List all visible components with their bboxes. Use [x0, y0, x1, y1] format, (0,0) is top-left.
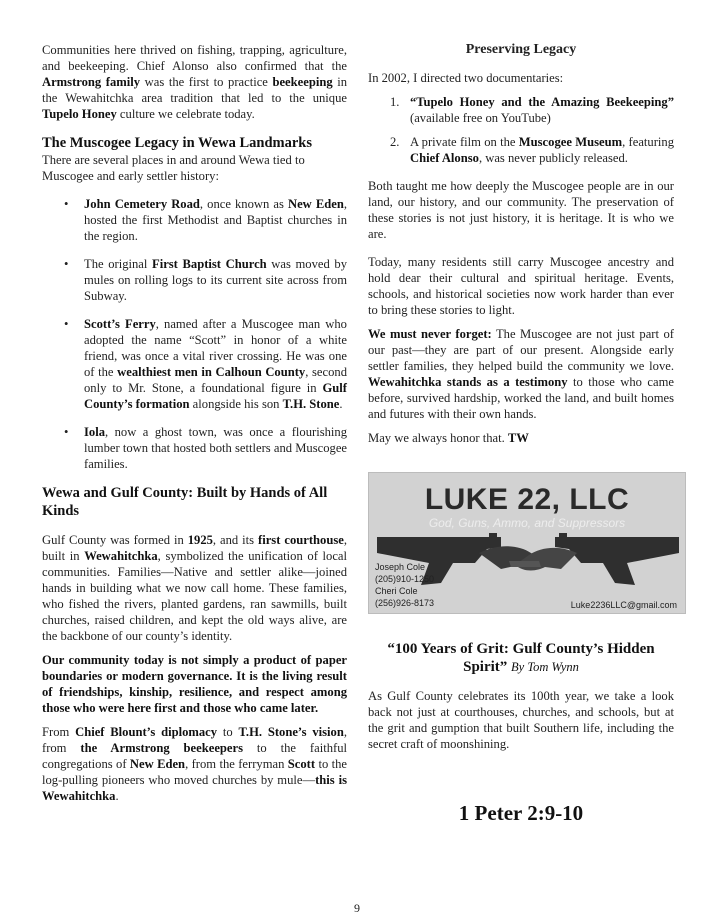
- list-item: [64, 316, 347, 412]
- bold-text: Scott: [287, 757, 316, 771]
- list-item: [390, 134, 674, 166]
- today-paragraph: Today, many residents still carry Muscogee ancestry and hold dear their cultural and spiritual heritage. Events, schools, and historical societies now work harder than ever to bring these stories to light.: [368, 255, 674, 317]
- list-number: 2.: [390, 135, 400, 149]
- bold-text: New Eden: [287, 197, 344, 211]
- bold-text: John Cemetery Road: [84, 197, 200, 211]
- contact-phone-2: (256)926-8173: [375, 598, 435, 608]
- landmarks-intro: There are several places in and around Wewa tied to Muscogee and early settler history:: [42, 153, 305, 183]
- contact-phone-1: (205)910-1250: [375, 574, 435, 584]
- legacy-heading: Preserving Legacy: [465, 42, 577, 57]
- bold-text: “Tupelo Honey and the Amazing Beekeeping”: [410, 95, 674, 109]
- bold-text: Iola: [84, 425, 105, 439]
- landmark-text: The original First Baptist Church was moved by mules on rolling logs to its current site across from Subway.: [84, 257, 347, 303]
- bullet: •: [64, 197, 69, 211]
- bold-text: Muscogee Museum: [518, 135, 623, 149]
- gulf-heading: Wewa and Gulf County: Built by Hands of All Kinds: [42, 485, 328, 519]
- documentary-text: “Tupelo Honey and the Amazing Beekeeping” (available free on YouTube): [410, 95, 674, 125]
- bold-text: the Armstrong beekeepers: [80, 741, 244, 755]
- ad-contact-block: [375, 561, 434, 609]
- contact-name-1: Joseph Cole: [375, 562, 426, 572]
- landmarks-heading: The Muscogee Legacy in Wewa Landmarks: [42, 135, 312, 151]
- ad-tagline: God, Guns, Ammo, and Suppressors: [428, 516, 626, 530]
- bold-text: We must never forget:: [368, 327, 492, 341]
- grit-byline: By Tom Wynn: [511, 660, 579, 674]
- grit-paragraph: As Gulf County celebrates its 100th year, we take a look back not just at courthouses, churches, and schools, but at the grit and gumption that built Southern life, including the secret craft of moonshining.: [368, 689, 674, 751]
- landmark-text: John Cemetery Road, once known as New Eden, hosted the first Methodist and Baptist churches in the region.: [84, 197, 347, 243]
- right-column: [368, 42, 677, 826]
- honor-line: May we always honor that. TW: [368, 431, 529, 445]
- landmark-text: Scott’s Ferry, named after a Muscogee man who adopted the name “Scott” in honor of a white friend, was once a vital river crossing. He was one of the wealthiest men in Calhoun County, second only to Mr. Stone, a foundational figure in Gulf County’s formation alongside his son T.H. Stone.: [84, 317, 347, 411]
- bold-text: this is Wewahitchka: [42, 773, 347, 803]
- list-number: 1.: [390, 95, 400, 109]
- bold-text: Tupelo Honey: [42, 107, 117, 121]
- legacy-intro: In 2002, I directed two documentaries:: [368, 71, 564, 85]
- bold-text: Wewahitchka: [84, 549, 158, 563]
- bold-text: Wewahitchka stands as a testimony: [368, 375, 568, 389]
- bold-text: 1925: [187, 533, 213, 547]
- bold-text: Gulf County’s formation: [84, 381, 347, 411]
- documentary-text: A private film on the Muscogee Museum, featuring Chief Alonso, was never publicly released.: [410, 135, 674, 165]
- bold-text: Chief Alonso: [410, 151, 479, 165]
- bold-text: New Eden: [129, 757, 186, 771]
- list-item: [64, 424, 347, 472]
- landmarks-list: [64, 196, 347, 472]
- list-item: [390, 94, 674, 126]
- bold-text: T.H. Stone’s vision: [238, 725, 344, 739]
- landmark-text: Iola, now a ghost town, was once a flourishing lumber town that hosted both settlers and Muscogee families.: [84, 425, 347, 471]
- bold-text: wealthiest men in Calhoun County: [117, 365, 306, 379]
- bold-text: Chief Blount’s diplomacy: [75, 725, 218, 739]
- gulf-paragraph: Gulf County was formed in 1925, and its first courthouse, built in Wewahitchka, symbolized the unification of local communities. Families—Native and settler alike—joined hands in building what we now call home. These families, who fished the rivers, planted gardens, ran sawmills, built churches, raised children, and kept the old ways alive, are the backbone of our county’s identity.: [42, 533, 348, 643]
- list-item: [64, 256, 347, 304]
- luke22-advertisement: [368, 472, 686, 614]
- bullet: •: [64, 425, 69, 439]
- grit-article-title: [368, 640, 674, 676]
- bold-text: beekeeping: [272, 75, 333, 89]
- contact-name-2: Cheri Cole: [375, 586, 418, 596]
- ad-email: Luke2236LLC@gmail.com: [570, 600, 677, 610]
- closing-paragraph: From Chief Blount’s diplomacy to T.H. Stone’s vision, from the Armstrong beekeepers to the faithful congregations of New Eden, from the ferryman Scott to the log-pulling pioneers who moved churches by mule—this is Wewahitchka.: [42, 725, 348, 803]
- both-paragraph: Both taught me how deeply the Muscogee people are in our land, our history, and our community. The preservation of these stories is not just history, it is heritage. It is who we are.: [368, 179, 674, 241]
- grit-title-text: “100 Years of Grit: Gulf County’s Hidden Spirit”: [387, 641, 655, 675]
- bullet: •: [64, 317, 69, 331]
- intro-paragraph: Communities here thrived on fishing, trapping, agriculture, and beekeeping. Chief Alonso also confirmed that the Armstrong family was the first to practice beekeeping in the Wewahitchka area tradition that led to the unique Tupelo Honey culture we celebrate today.: [42, 43, 347, 121]
- page-number: 9: [354, 901, 360, 915]
- documentaries-list: [390, 94, 674, 166]
- left-column: [42, 42, 347, 804]
- community-paragraph: Our community today is not simply a product of paper boundaries or modern governance. It is the living result of friendships, kinship, resilience, and respect among those who were here first and those who came later.: [42, 653, 347, 715]
- bible-verse: 1 Peter 2:9-10: [458, 801, 584, 825]
- forget-paragraph: We must never forget: The Muscogee are not just part of our past—they are part of our present. Alongside early settler families, they helped build the community we love. Wewahitchka stands as a testimony to those who came before, survived hardship, worked the land, and built homes and futures with their own hands.: [368, 327, 674, 421]
- bold-text: Scott’s Ferry: [84, 317, 156, 331]
- list-item: [64, 196, 347, 244]
- ad-title: LUKE 22, LLC: [424, 483, 630, 516]
- bold-text: TW: [507, 431, 529, 445]
- bold-text: Armstrong family: [42, 75, 141, 89]
- bullet: •: [64, 257, 69, 271]
- bold-text: First Baptist Church: [152, 257, 267, 271]
- bold-text: T.H. Stone: [282, 397, 340, 411]
- bold-text: first courthouse: [258, 533, 344, 547]
